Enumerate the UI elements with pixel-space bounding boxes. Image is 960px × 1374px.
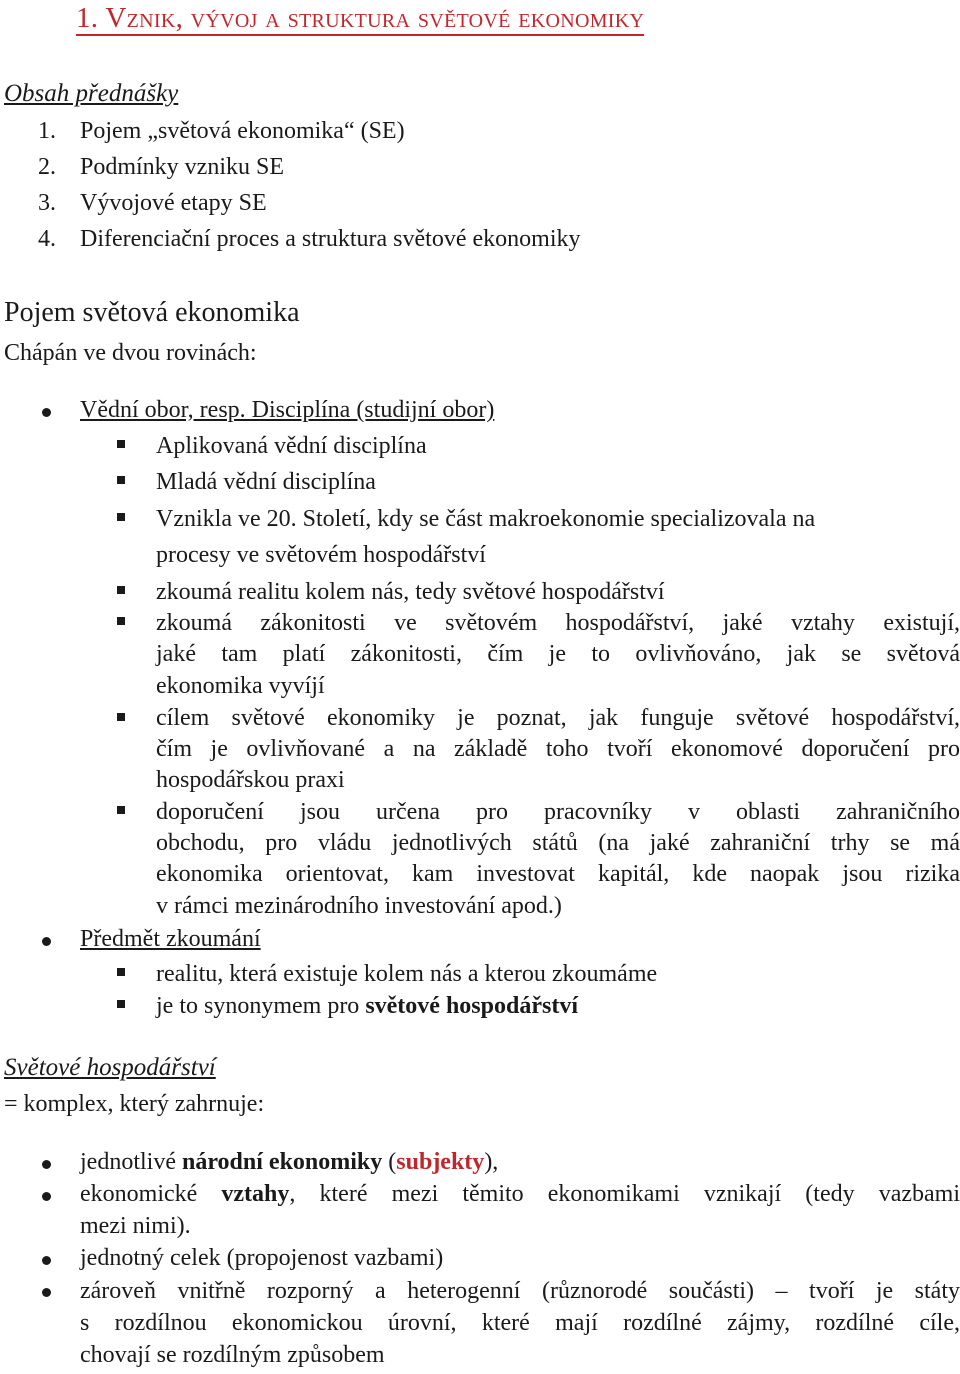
list-item-line: čím je ovlivňované a na základě toho tvoří ekonomové doporučení pro xyxy=(156,736,960,762)
list-item-line: v rámci mezinárodního investování apod.) xyxy=(156,893,562,919)
section-heading-hospodarstvi: Světové hospodářství xyxy=(4,1054,216,1081)
list-item-line: zkoumá zákonitosti ve světovém hospodářství, jaké vztahy existují, xyxy=(156,610,960,636)
list-item-line: hospodářskou praxi xyxy=(156,767,345,793)
list-item-line: chovají se rozdílným způsobem xyxy=(80,1342,385,1368)
text: Vznikla ve 20. Století, kdy se část makroekonomie specializovala na xyxy=(156,506,816,532)
contents-item: Vývojové etapy SE xyxy=(80,190,267,216)
bullet-dot xyxy=(42,1288,51,1297)
square-bullet xyxy=(117,440,125,448)
contents-item: Pojem „světová ekonomika“ (SE) xyxy=(80,118,405,144)
page-title: 1. Vznik, vývoj a struktura světové ekonomiky xyxy=(76,2,645,34)
list-item: zkoumá realitu kolem nás, tedy světové hospodářství xyxy=(156,579,665,605)
text: , které mezi těmito ekonomikami vznikají (tedy vazbami xyxy=(289,1181,960,1207)
list-item: Aplikovaná vědní disciplína xyxy=(156,433,427,459)
list-item-line: zároveň vnitřně rozporný a heterogenní (různorodé součásti) – tvoří je státy xyxy=(80,1278,960,1304)
list-item xyxy=(80,1149,498,1176)
contents-item-number: 2. xyxy=(38,154,56,180)
list-item: Mladá vědní disciplína xyxy=(156,469,376,495)
bullet-label-predmet: Předmět zkoumání xyxy=(80,926,261,952)
list-item xyxy=(156,993,578,1020)
bullet-label-vedni-obor: Vědní obor, resp. Disciplína (studijní obor) xyxy=(80,397,495,423)
section-intro: = komplex, který zahrnuje: xyxy=(4,1091,265,1117)
list-item-line xyxy=(80,1181,960,1208)
list-item-line: mezi nimi). xyxy=(80,1213,191,1239)
contents-item-number: 4. xyxy=(38,226,56,252)
bold-term: národní ekonomiky xyxy=(181,1149,383,1175)
text: ( xyxy=(382,1149,397,1175)
list-item-line xyxy=(156,506,960,533)
text: ekonomické xyxy=(80,1181,222,1207)
section-intro: Chápán ve dvou rovinách: xyxy=(4,340,257,366)
bullet-dot xyxy=(42,408,51,417)
list-item-line: jaké tam platí zákonitosti, čím je to ovlivňováno, jak se světová xyxy=(156,641,960,667)
bullet-dot xyxy=(42,1192,51,1201)
contents-heading: Obsah přednášky xyxy=(4,80,179,107)
text: jednotlivé xyxy=(80,1149,182,1175)
text: ), xyxy=(484,1149,499,1175)
highlight-term: subjekty xyxy=(396,1149,485,1175)
bullet-dot xyxy=(42,1160,51,1169)
square-bullet xyxy=(117,586,125,594)
list-item-line: procesy ve světovém hospodářství xyxy=(156,542,486,568)
square-bullet xyxy=(117,513,125,521)
square-bullet xyxy=(117,968,125,976)
bullet-dot xyxy=(42,1256,51,1265)
bold-term: vztahy xyxy=(221,1181,290,1207)
list-item-line: ekonomika vyvíjí xyxy=(156,673,325,699)
list-item: realitu, která existuje kolem nás a kterou zkoumáme xyxy=(156,961,658,987)
contents-item: Podmínky vzniku SE xyxy=(80,154,285,180)
list-item-line: s rozdílnou ekonomickou úrovní, které mají rozdílné zájmy, rozdílné cíle, xyxy=(80,1310,960,1336)
text: je to synonymem pro xyxy=(156,993,366,1019)
square-bullet xyxy=(117,806,125,814)
contents-item-number: 3. xyxy=(38,190,56,216)
bold-term: světové hospodářství xyxy=(365,993,578,1019)
list-item-line: obchodu, pro vládu jednotlivých států (na jaké zahraniční trhy se má xyxy=(156,830,960,856)
bullet-dot xyxy=(42,937,51,946)
list-item-line: doporučení jsou určena pro pracovníky v oblasti zahraničního xyxy=(156,799,960,825)
square-bullet xyxy=(117,713,125,721)
list-item: jednotný celek (propojenost vazbami) xyxy=(80,1245,444,1271)
square-bullet xyxy=(117,617,125,625)
section-heading-pojem: Pojem světová ekonomika xyxy=(4,297,300,328)
square-bullet xyxy=(117,1000,125,1008)
contents-item-number: 1. xyxy=(38,118,56,144)
list-item-line: ekonomika orientovat, kam investovat kapitál, kde naopak jsou rizika xyxy=(156,861,960,887)
contents-item: Diferenciační proces a struktura světové ekonomiky xyxy=(80,226,581,252)
square-bullet xyxy=(117,476,125,484)
list-item-line: cílem světové ekonomiky je poznat, jak funguje světové hospodářství, xyxy=(156,705,960,731)
